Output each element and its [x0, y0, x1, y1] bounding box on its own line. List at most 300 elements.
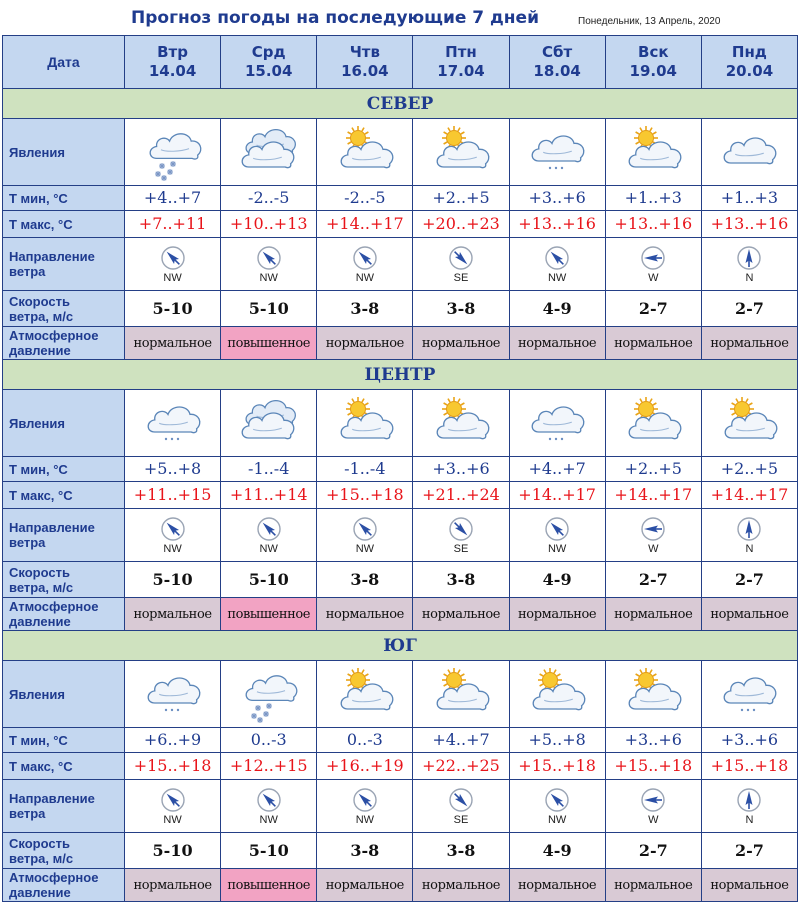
- tmax-value: +13..+16: [614, 214, 693, 233]
- phenomena-cell: [701, 119, 797, 186]
- wind-speed-value: 5-10: [248, 569, 289, 589]
- tmax-cell: [605, 211, 701, 238]
- tmax-value: +21..+24: [422, 485, 500, 504]
- tmin-cell: [605, 186, 701, 211]
- tmax-row: [3, 753, 798, 780]
- tmin-cell: [413, 186, 509, 211]
- row-label-text: Т макс, °С: [9, 487, 73, 503]
- wind-speed-value: 5-10: [248, 298, 289, 318]
- day-of-week: Птн: [445, 43, 477, 61]
- wind-compass-icon: [448, 245, 474, 271]
- wind-direction-code: NW: [355, 271, 375, 284]
- phenomena-cell: [125, 390, 221, 457]
- wind-speed-value: 2-7: [638, 569, 668, 589]
- tmax-value: +15..+18: [518, 756, 596, 775]
- wind-speed-cell: [605, 562, 701, 598]
- row-label-text: Атмосферное: [9, 328, 99, 343]
- wind-direction-code: NW: [547, 271, 567, 284]
- wind-speed-value: 3-8: [446, 569, 476, 589]
- tmax-value: +15..+18: [614, 756, 693, 775]
- phenomena-cell: [221, 661, 317, 728]
- cloudy-icon: [238, 393, 300, 453]
- tmin-cell: [509, 186, 605, 211]
- tmin-cell: [413, 728, 509, 753]
- wind-compass-icon: [352, 787, 378, 813]
- phenomena-cell: [221, 390, 317, 457]
- wind-speed-cell: [509, 562, 605, 598]
- partly-cloudy-icon: [430, 393, 492, 453]
- wind-direction: [221, 787, 316, 826]
- tmax-cell: [605, 753, 701, 780]
- wind-direction-cell: [317, 780, 413, 833]
- tmax-value: +14..+17: [518, 485, 596, 504]
- wind-direction: [221, 245, 316, 284]
- pressure-row: [3, 598, 798, 631]
- wind-speed-value: 5-10: [152, 298, 193, 318]
- wind-speed-cell: [125, 562, 221, 598]
- wind-direction-code: SE: [453, 542, 469, 555]
- row-label-text: Атмосферное: [9, 599, 99, 614]
- phenomena-cell: [413, 661, 509, 728]
- tmax-value: +13..+16: [710, 214, 789, 233]
- tmax-cell: [317, 482, 413, 509]
- wind-speed-cell: [413, 291, 509, 327]
- partly-cloudy-icon: [334, 393, 396, 453]
- tmin-cell: [509, 457, 605, 482]
- tmin-cell: [509, 728, 605, 753]
- tmin-value: -2..-5: [344, 188, 386, 207]
- tmin-cell: [125, 186, 221, 211]
- tmax-value: +15..+18: [710, 756, 789, 775]
- tmin-value: +5..+8: [528, 730, 586, 749]
- tmax-cell: [317, 211, 413, 238]
- phenomena-cell: [317, 661, 413, 728]
- tmax-value: +13..+16: [518, 214, 596, 233]
- phenomena-row: [3, 661, 798, 728]
- pressure-cell: повышенное: [221, 327, 317, 360]
- tmin-value: +4..+7: [528, 459, 586, 478]
- wind-direction: [510, 516, 605, 555]
- tmin-value: -1..-4: [248, 459, 290, 478]
- row-label-text: Явления: [9, 144, 65, 160]
- day-header: [413, 36, 509, 89]
- wind-speed-label: [3, 562, 125, 598]
- tmin-cell: [125, 728, 221, 753]
- partly-cloudy-icon: [622, 122, 684, 182]
- wind-speed-cell: [125, 291, 221, 327]
- wind-speed-row: [3, 833, 798, 869]
- tmin-value: +4..+7: [143, 188, 202, 207]
- wind-speed-cell: [413, 562, 509, 598]
- tmax-value: +7..+11: [138, 214, 207, 233]
- phenomena-cell: [605, 119, 701, 186]
- wind-speed-cell: [605, 833, 701, 869]
- tmax-cell: [317, 753, 413, 780]
- wind-speed-label: [3, 833, 125, 869]
- pressure-cell: нормальное: [509, 598, 605, 631]
- wind-compass-icon: [736, 516, 762, 542]
- wind-speed-value: 4-9: [542, 840, 572, 860]
- date-header: Дата: [3, 36, 125, 89]
- wind-direction-code: W: [648, 813, 659, 826]
- wind-speed-value: 3-8: [350, 298, 380, 318]
- tmin-cell: [413, 457, 509, 482]
- wind-direction: [221, 516, 316, 555]
- tmin-value: +3..+6: [624, 730, 682, 749]
- phenomena-cell: [509, 390, 605, 457]
- wind-speed-value: 3-8: [350, 569, 380, 589]
- wind-direction: [125, 787, 220, 826]
- phenomena-cell: [605, 390, 701, 457]
- wind-direction: [606, 516, 701, 555]
- row-label-text: Явления: [9, 686, 65, 702]
- snow-cloud-icon: [142, 122, 204, 182]
- wind-direction-code: NW: [355, 542, 375, 555]
- tmax-cell: [125, 482, 221, 509]
- tmin-cell: [221, 457, 317, 482]
- wind-speed-cell: [701, 562, 797, 598]
- wind-direction-cell: [413, 509, 509, 562]
- wind-direction-code: SE: [453, 271, 469, 284]
- wind-speed-cell: [221, 291, 317, 327]
- tmax-label: [3, 211, 125, 238]
- pressure-cell: нормальное: [317, 869, 413, 902]
- wind-compass-icon: [160, 245, 186, 271]
- row-label-text: ветра, м/с: [9, 579, 74, 595]
- wind-direction-cell: [125, 509, 221, 562]
- wind-direction: [317, 516, 412, 555]
- wind-speed-value: 4-9: [542, 569, 572, 589]
- wind-speed-cell: [413, 833, 509, 869]
- tmax-cell: [413, 753, 509, 780]
- pressure-cell: нормальное: [125, 327, 221, 360]
- page-title: Прогноз погоды на последующие 7 дней: [131, 8, 539, 28]
- phenomena-label: [3, 390, 125, 457]
- day-of-week: Чтв: [349, 43, 380, 61]
- partly-cloudy-icon: [622, 393, 684, 453]
- cloud-light-snow-icon: [718, 664, 780, 724]
- wind-speed-value: 2-7: [638, 840, 668, 860]
- wind-direction-cell: [221, 238, 317, 291]
- day-of-week: Вск: [638, 43, 669, 61]
- region-name: ЦЕНТР: [3, 360, 798, 390]
- wind-speed-cell: [701, 291, 797, 327]
- wind-speed-cell: [221, 562, 317, 598]
- phenomena-cell: [605, 661, 701, 728]
- wind-direction: [317, 787, 412, 826]
- wind-speed-cell: [509, 291, 605, 327]
- tmin-cell: [317, 186, 413, 211]
- wind-compass-icon: [640, 516, 666, 542]
- tmax-cell: [125, 753, 221, 780]
- wind-direction: [510, 787, 605, 826]
- wind-direction-code: N: [745, 271, 754, 284]
- tmin-cell: [701, 186, 797, 211]
- tmin-value: +3..+6: [720, 730, 779, 749]
- wind-direction-code: NW: [355, 813, 375, 826]
- tmax-cell: [221, 482, 317, 509]
- row-label-text: ветра, м/с: [9, 308, 74, 324]
- wind-speed-value: 2-7: [638, 298, 668, 318]
- wind-direction-cell: [701, 780, 797, 833]
- row-label-text: давление: [9, 614, 71, 629]
- tmax-value: +14..+17: [614, 485, 693, 504]
- wind-direction-cell: [605, 780, 701, 833]
- wind-direction-cell: [317, 509, 413, 562]
- wind-compass-icon: [160, 787, 186, 813]
- wind-direction-code: N: [745, 542, 754, 555]
- wind-direction-label: [3, 509, 125, 562]
- wind-direction-code: NW: [163, 271, 182, 284]
- wind-direction-cell: [701, 509, 797, 562]
- wind-direction: [702, 516, 797, 555]
- row-label-text: давление: [9, 343, 71, 358]
- region-name: СЕВЕР: [3, 89, 798, 119]
- tmin-cell: [701, 728, 797, 753]
- tmin-value: 0..-3: [346, 730, 383, 749]
- row-label-text: Т мин, °С: [9, 190, 68, 206]
- day-date: 17.04: [437, 62, 485, 80]
- wind-direction: [702, 245, 797, 284]
- wind-direction: [606, 787, 701, 826]
- phenomena-cell: [509, 119, 605, 186]
- pressure-label: [3, 869, 125, 902]
- wind-speed-cell: [125, 833, 221, 869]
- wind-direction: [125, 516, 220, 555]
- tmin-value: +5..+8: [143, 459, 202, 478]
- tmin-value: +2..+5: [720, 459, 779, 478]
- tmin-cell: [317, 457, 413, 482]
- snow-cloud-icon: [238, 664, 300, 724]
- tmin-row: [3, 457, 798, 482]
- wind-speed-value: 2-7: [734, 569, 764, 589]
- phenomena-row: [3, 390, 798, 457]
- phenomena-cell: [317, 119, 413, 186]
- day-header: [509, 36, 605, 89]
- pressure-cell: нормальное: [125, 598, 221, 631]
- tmin-cell: [605, 728, 701, 753]
- tmin-value: -2..-5: [248, 188, 290, 207]
- row-label-text: Явления: [9, 415, 65, 431]
- day-of-week: Втр: [157, 43, 188, 61]
- wind-direction-code: W: [648, 271, 659, 284]
- wind-direction: [413, 516, 508, 555]
- pressure-row: [3, 869, 798, 902]
- region-name: ЮГ: [3, 631, 798, 661]
- tmin-cell: [125, 457, 221, 482]
- tmin-value: +3..+6: [528, 188, 586, 207]
- wind-direction-code: NW: [163, 813, 182, 826]
- wind-compass-icon: [448, 787, 474, 813]
- wind-direction-cell: [125, 238, 221, 291]
- tmax-cell: [413, 211, 509, 238]
- day-of-week: Пнд: [731, 43, 767, 61]
- tmax-value: +20..+23: [422, 214, 500, 233]
- tmin-label: [3, 186, 125, 211]
- day-date: 19.04: [629, 62, 677, 80]
- pressure-cell: нормальное: [701, 598, 797, 631]
- phenomena-cell: [413, 119, 509, 186]
- wind-direction-code: SE: [453, 813, 469, 826]
- partly-cloudy-icon: [718, 393, 780, 453]
- tmax-row: [3, 211, 798, 238]
- wind-compass-icon: [544, 245, 570, 271]
- wind-speed-cell: [509, 833, 605, 869]
- wind-direction-cell: [509, 238, 605, 291]
- pressure-cell: нормальное: [509, 327, 605, 360]
- tmin-value: +2..+5: [432, 188, 490, 207]
- wind-direction-cell: [509, 780, 605, 833]
- wind-speed-cell: [317, 291, 413, 327]
- phenomena-cell: [701, 390, 797, 457]
- row-label-text: ветра: [9, 806, 46, 821]
- row-label-text: Т макс, °С: [9, 758, 73, 774]
- wind-direction-code: NW: [259, 542, 278, 555]
- phenomena-label: [3, 661, 125, 728]
- wind-speed-value: 5-10: [152, 569, 193, 589]
- tmax-value: +14..+17: [710, 485, 789, 504]
- tmin-value: +1..+3: [624, 188, 682, 207]
- wind-direction-code: NW: [547, 542, 567, 555]
- wind-direction-cell: [605, 238, 701, 291]
- forecast-table: [2, 35, 798, 902]
- day-header: [317, 36, 413, 89]
- day-date: 20.04: [725, 62, 774, 80]
- wind-direction-row: [3, 238, 798, 291]
- pressure-cell: нормальное: [605, 869, 701, 902]
- tmax-cell: [701, 211, 797, 238]
- tmax-cell: [125, 211, 221, 238]
- row-label-text: Скорость: [9, 293, 70, 309]
- pressure-cell: нормальное: [509, 869, 605, 902]
- tmax-value: +11..+14: [229, 485, 308, 504]
- wind-direction-label: [3, 238, 125, 291]
- tmin-value: +3..+6: [432, 459, 490, 478]
- day-of-week: Срд: [251, 43, 286, 61]
- wind-speed-cell: [317, 833, 413, 869]
- wind-speed-value: 2-7: [734, 298, 764, 318]
- pressure-cell: нормальное: [125, 869, 221, 902]
- row-label-text: Т макс, °С: [9, 216, 73, 232]
- tmin-value: -1..-4: [344, 459, 386, 478]
- wind-direction-code: NW: [259, 813, 278, 826]
- pressure-cell: нормальное: [701, 327, 797, 360]
- phenomena-cell: [317, 390, 413, 457]
- cloudy-icon: [238, 122, 300, 182]
- wind-direction: [702, 787, 797, 826]
- wind-direction-cell: [221, 509, 317, 562]
- wind-direction-cell: [125, 780, 221, 833]
- tmax-cell: [701, 482, 797, 509]
- partly-cloudy-icon: [334, 664, 396, 724]
- current-date: Понедельник, 13 Апрель, 2020: [578, 16, 721, 27]
- tmin-cell: [317, 728, 413, 753]
- partly-cloudy-icon: [526, 664, 588, 724]
- tmax-value: +15..+18: [133, 756, 212, 775]
- pressure-cell: нормальное: [413, 327, 509, 360]
- partly-cloudy-icon: [334, 122, 396, 182]
- wind-direction-code: W: [648, 542, 659, 555]
- wind-direction-code: NW: [259, 271, 278, 284]
- partly-cloudy-icon: [430, 122, 492, 182]
- tmin-value: 0..-3: [250, 730, 287, 749]
- pressure-cell: нормальное: [413, 869, 509, 902]
- wind-compass-icon: [736, 245, 762, 271]
- tmin-row: [3, 186, 798, 211]
- pressure-cell: повышенное: [221, 869, 317, 902]
- wind-direction-row: [3, 509, 798, 562]
- tmax-row: [3, 482, 798, 509]
- tmax-cell: [509, 211, 605, 238]
- wind-direction-code: NW: [163, 542, 182, 555]
- day-date: 16.04: [341, 62, 389, 80]
- wind-compass-icon: [256, 245, 282, 271]
- tmin-row: [3, 728, 798, 753]
- tmax-cell: [221, 211, 317, 238]
- tmax-label: [3, 482, 125, 509]
- tmin-value: +2..+5: [624, 459, 682, 478]
- wind-direction-cell: [605, 509, 701, 562]
- row-label-text: Направление: [9, 249, 95, 264]
- row-label-text: Т мин, °С: [9, 461, 68, 477]
- tmax-cell: [221, 753, 317, 780]
- day-header: [221, 36, 317, 89]
- day-date: 14.04: [148, 62, 197, 80]
- wind-compass-icon: [160, 516, 186, 542]
- wind-compass-icon: [640, 245, 666, 271]
- region-row: [3, 631, 798, 661]
- wind-speed-value: 2-7: [734, 840, 764, 860]
- row-label-text: давление: [9, 885, 71, 900]
- day-header: [125, 36, 221, 89]
- tmin-label: [3, 457, 125, 482]
- row-label-text: ветра, м/с: [9, 850, 74, 866]
- wind-speed-value: 3-8: [446, 298, 476, 318]
- tmin-value: +1..+3: [720, 188, 779, 207]
- pressure-cell: нормальное: [605, 598, 701, 631]
- pressure-cell: нормальное: [605, 327, 701, 360]
- row-label-text: ветра: [9, 535, 46, 550]
- tmin-value: +4..+7: [432, 730, 490, 749]
- phenomena-row: [3, 119, 798, 186]
- row-label-text: Скорость: [9, 835, 70, 851]
- tmax-value: +15..+18: [326, 485, 404, 504]
- tmin-cell: [701, 457, 797, 482]
- wind-speed-value: 3-8: [350, 840, 380, 860]
- wind-direction-code: NW: [547, 813, 567, 826]
- partly-cloudy-icon: [622, 664, 684, 724]
- pressure-cell: нормальное: [413, 598, 509, 631]
- wind-speed-cell: [317, 562, 413, 598]
- wind-direction-cell: [413, 238, 509, 291]
- row-label-text: Направление: [9, 520, 95, 535]
- wind-compass-icon: [448, 516, 474, 542]
- phenomena-cell: [125, 119, 221, 186]
- phenomena-cell: [509, 661, 605, 728]
- wind-speed-value: 5-10: [248, 840, 289, 860]
- tmin-label: [3, 728, 125, 753]
- wind-direction-cell: [509, 509, 605, 562]
- phenomena-cell: [125, 661, 221, 728]
- pressure-cell: нормальное: [701, 869, 797, 902]
- phenomena-cell: [221, 119, 317, 186]
- phenomena-cell: [701, 661, 797, 728]
- cloud-light-snow-icon: [526, 393, 588, 453]
- wind-direction-cell: [701, 238, 797, 291]
- wind-speed-cell: [701, 833, 797, 869]
- wind-compass-icon: [352, 245, 378, 271]
- wind-speed-value: 4-9: [542, 298, 572, 318]
